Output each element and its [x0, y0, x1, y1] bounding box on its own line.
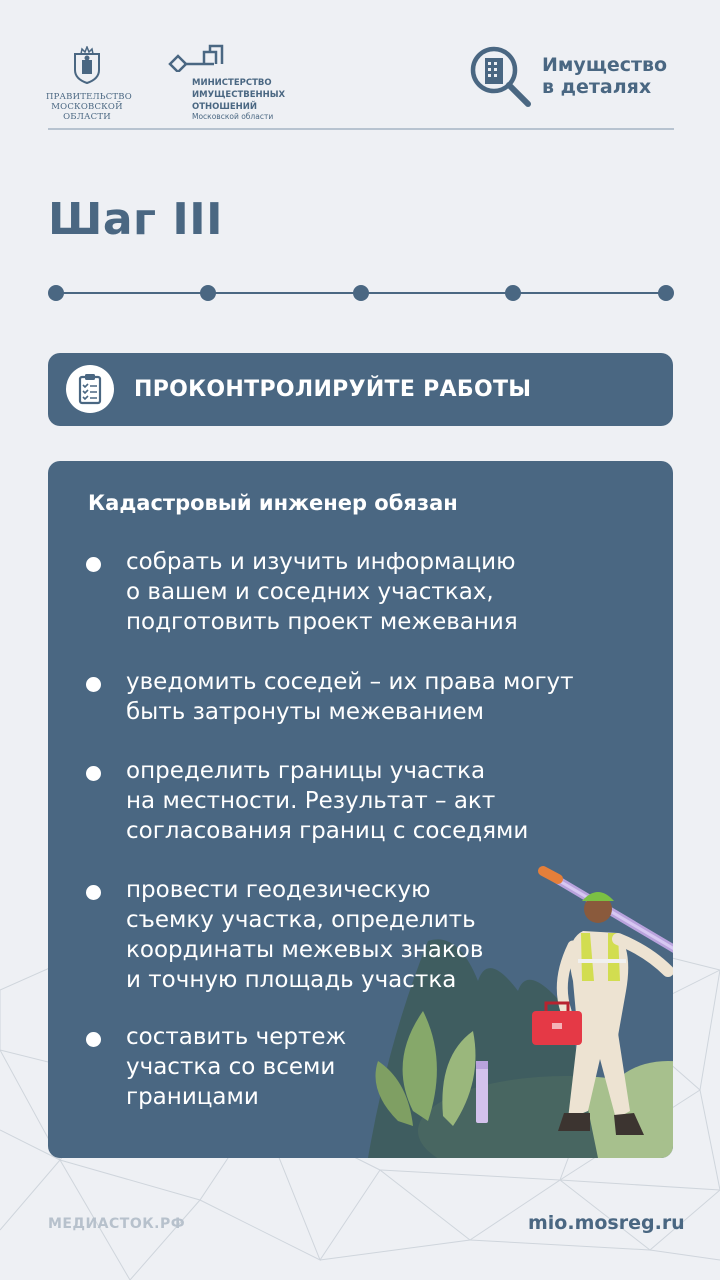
action-banner — [48, 353, 673, 426]
duties-card — [48, 461, 673, 1158]
timeline-point-4 — [505, 285, 521, 301]
ministry-logo — [168, 44, 308, 122]
ministry-line-2: ИМУЩЕСТВЕННЫХ — [192, 90, 286, 100]
bullet — [86, 1032, 101, 1047]
brand-line-2: в деталях — [542, 76, 652, 98]
magnifier-building-icon — [468, 44, 534, 108]
checklist-icon — [66, 365, 114, 413]
timeline-point-3 — [353, 285, 369, 301]
duty-item-4: провести геодезическую съемку участка, определить координаты межевых знаков и точную площадь участка — [126, 877, 484, 993]
timeline-point-5 — [658, 285, 674, 301]
bullet — [86, 557, 101, 572]
duty-item-1: собрать и изучить информацию о вашем и соседних участках, подготовить проект межевания — [126, 549, 518, 635]
brand-title — [542, 54, 667, 98]
card-title: Кадастровый инженер обязан — [88, 491, 458, 515]
brand-logo — [468, 44, 688, 108]
step-timeline — [48, 282, 674, 304]
bullet — [86, 677, 101, 692]
government-logo — [46, 46, 132, 122]
ministry-line-1: МИНИСТЕРСТВО — [192, 78, 272, 88]
bullet — [86, 766, 101, 781]
key-icon — [168, 44, 238, 72]
gov-logo-text: ПРАВИТЕЛЬСТВО МОСКОВСКОЙ ОБЛАСТИ — [46, 92, 132, 122]
coat-of-arms-icon — [72, 46, 102, 84]
step-title: Шаг III — [48, 194, 223, 245]
duty-item-2: уведомить соседей – их права могут быть затронуты межеванием — [126, 669, 574, 725]
header-divider — [48, 128, 674, 130]
brand-line-1: Имущество — [542, 54, 668, 76]
footer-website-link[interactable]: mio.mosreg.ru — [528, 1212, 685, 1234]
timeline-point-2 — [200, 285, 216, 301]
duty-item-5: составить чертеж участка со всеми границами — [126, 1024, 347, 1110]
ministry-line-3: ОТНОШЕНИЙ — [192, 102, 258, 112]
banner-text: ПРОКОНТРОЛИРУЙТЕ РАБОТЫ — [134, 377, 532, 402]
footer-source: МЕДИАСТОК.РФ — [48, 1216, 186, 1232]
duty-item-3: определить границы участка на местности. Результат – акт согласования границ с соседями — [126, 758, 529, 844]
timeline-point-1 — [48, 285, 64, 301]
bullet — [86, 885, 101, 900]
ministry-sub: Московской области — [192, 112, 274, 121]
